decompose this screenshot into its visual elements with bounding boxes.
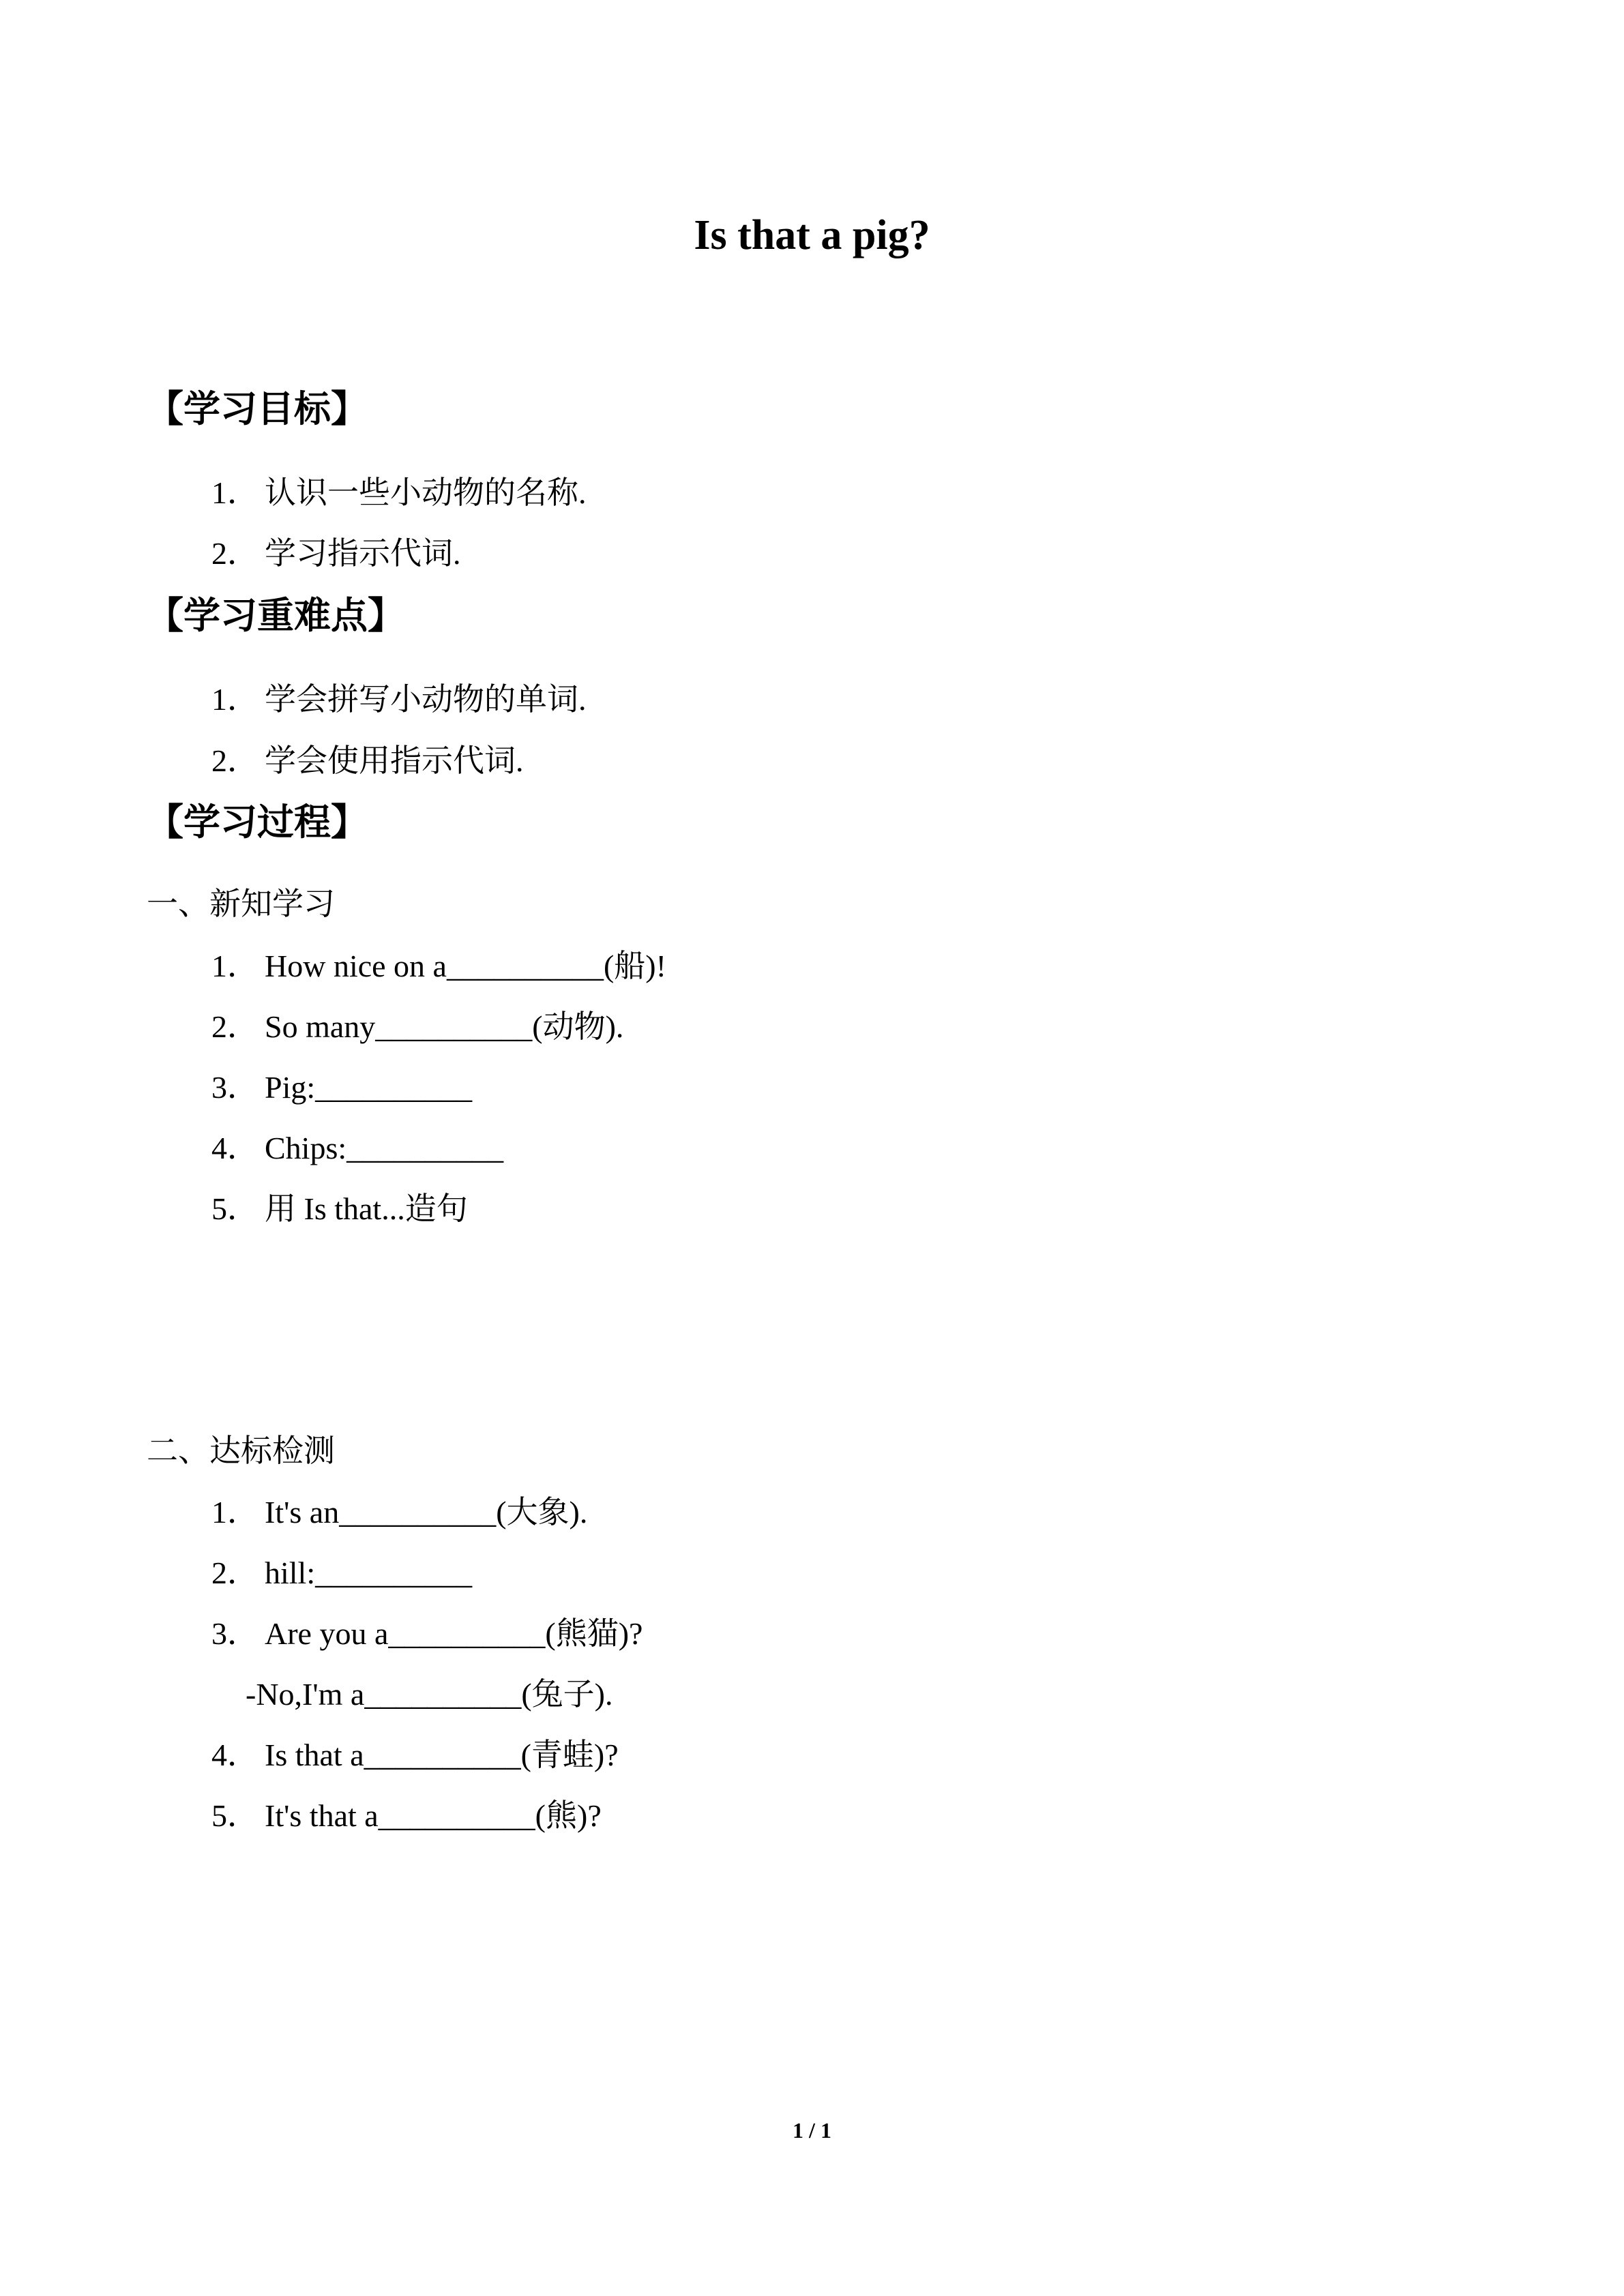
- key-point-item: [211, 741, 524, 781]
- item-text: Chips:__________: [265, 1131, 504, 1165]
- part-label-new-knowledge: 一、新知学习: [147, 886, 335, 921]
- item-number: 2．: [211, 1009, 259, 1044]
- section-heading-objectives: 【学习目标】: [147, 389, 368, 430]
- objective-item: [211, 473, 587, 513]
- page-number: 1 / 1: [793, 2118, 831, 2143]
- exercise-item: [211, 1067, 472, 1108]
- item-number: 5．: [211, 1798, 259, 1833]
- exercise-item: [211, 1128, 503, 1169]
- item-text: How nice on a__________(船)!: [265, 949, 666, 983]
- item-number: 2．: [211, 743, 259, 778]
- item-text: Pig:__________: [265, 1070, 473, 1105]
- item-number: 1．: [211, 682, 259, 717]
- item-text: It's that a__________(熊)?: [265, 1798, 602, 1833]
- exercise-item: [211, 1189, 468, 1229]
- assessment-item: [211, 1795, 602, 1836]
- assessment-item: [211, 1553, 472, 1594]
- objective-item: [211, 533, 461, 574]
- item-text: hill:__________: [265, 1555, 473, 1590]
- item-number: 1．: [211, 949, 259, 983]
- exercise-item: [211, 946, 666, 987]
- item-text: 学习指示代词.: [265, 536, 461, 571]
- document-title: Is that a pig?: [694, 212, 930, 258]
- item-number: 5．: [211, 1191, 259, 1226]
- item-text: Is that a__________(青蛙)?: [265, 1738, 619, 1772]
- section-heading-process: 【学习过程】: [147, 802, 368, 843]
- assessment-item: [211, 1613, 643, 1654]
- item-number: 2．: [211, 1555, 259, 1590]
- item-number: 1．: [211, 1495, 259, 1530]
- item-text: 学会拼写小动物的单词.: [265, 682, 587, 717]
- item-number: 4．: [211, 1131, 259, 1165]
- key-point-item: [211, 679, 587, 720]
- item-text: So many__________(动物).: [265, 1009, 624, 1044]
- item-text: 用 Is that...造句: [265, 1191, 468, 1226]
- item-text: Are you a__________(熊猫)?: [265, 1616, 643, 1651]
- exercise-item: [211, 1007, 623, 1047]
- part-label-assessment: 二、达标检测: [147, 1433, 335, 1468]
- item-number: 4．: [211, 1738, 259, 1772]
- assessment-answer-line: -No,I'm a__________(兔子).: [246, 1677, 613, 1712]
- item-number: 1．: [211, 475, 259, 510]
- item-text: It's an__________(大象).: [265, 1495, 588, 1530]
- item-number: 3．: [211, 1070, 259, 1105]
- item-number: 2．: [211, 536, 259, 571]
- assessment-item: [211, 1492, 587, 1533]
- item-number: 3．: [211, 1616, 259, 1651]
- assessment-item: [211, 1735, 619, 1776]
- item-text: 认识一些小动物的名称.: [265, 475, 587, 510]
- section-heading-key-points: 【学习重难点】: [147, 595, 404, 636]
- item-text: 学会使用指示代词.: [265, 743, 524, 778]
